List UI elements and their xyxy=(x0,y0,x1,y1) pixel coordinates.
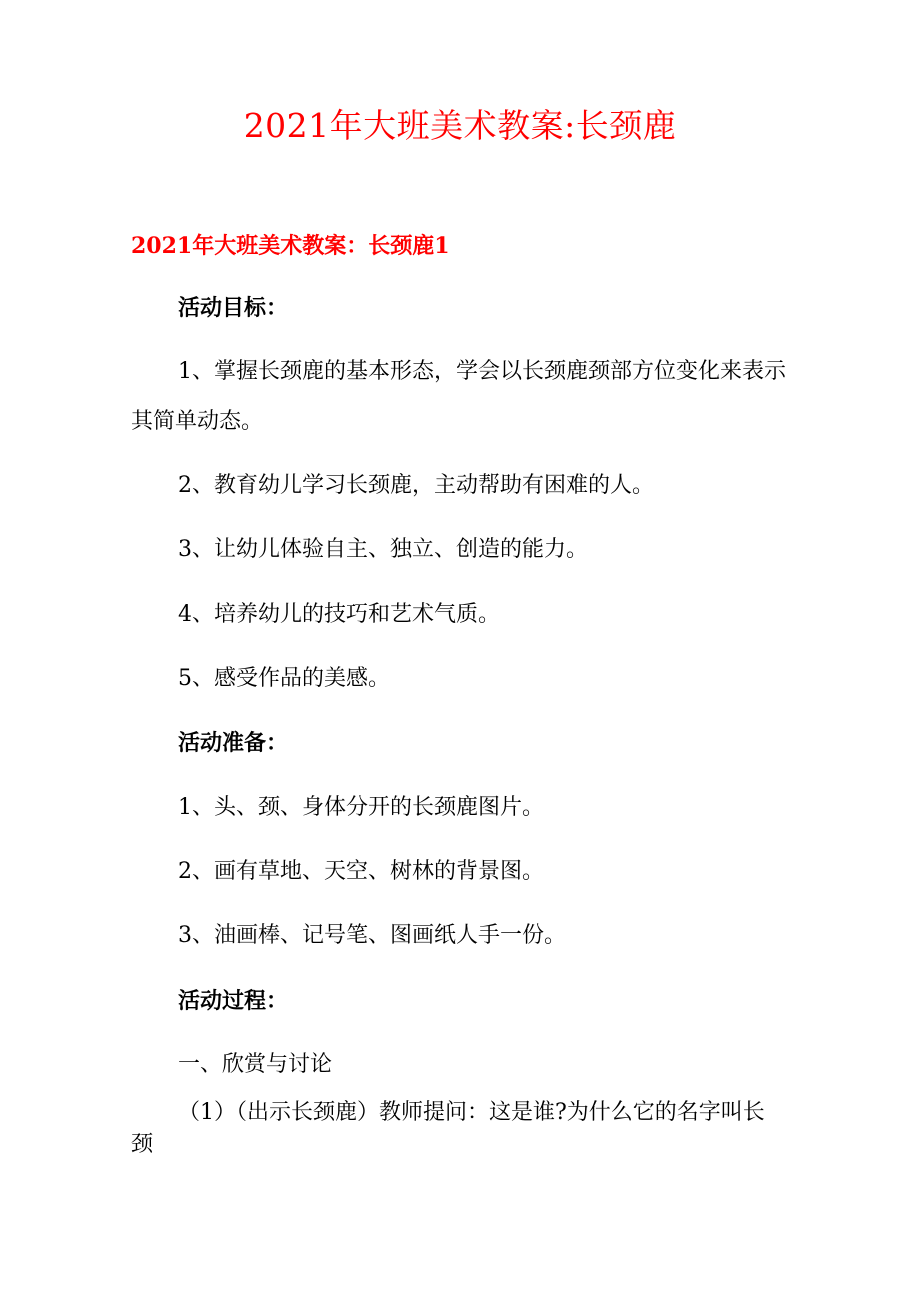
section-heading: 2021年大班美术教案：长颈鹿1 xyxy=(131,233,450,259)
goals-heading: 活动目标： xyxy=(178,295,289,321)
prep-item: 2、画有草地、天空、树林的背景图。 xyxy=(178,859,544,884)
process-item: 一、欣赏与讨论 xyxy=(178,1052,333,1077)
goal-item: 1、掌握长颈鹿的基本形态，学会以长颈鹿颈部方位变化来表示 xyxy=(178,359,786,384)
goal-item-continuation: 其简单动态。 xyxy=(131,409,264,434)
prep-item: 1、头、颈、身体分开的长颈鹿图片。 xyxy=(178,795,544,820)
process-heading: 活动过程： xyxy=(178,988,289,1014)
prep-heading: 活动准备： xyxy=(178,730,289,756)
document-title: 2021年大班美术教案:长颈鹿 xyxy=(243,106,677,145)
process-item: （1）（出示长颈鹿）教师提问：这是谁?为什么它的名字叫长 xyxy=(178,1100,765,1125)
process-item-continuation: 颈 xyxy=(131,1132,154,1157)
goal-item: 5、感受作品的美感。 xyxy=(178,666,390,691)
goal-item: 4、培养幼儿的技巧和艺术气质。 xyxy=(178,602,500,627)
goal-item: 3、让幼儿体验自主、独立、创造的能力。 xyxy=(178,537,588,562)
goal-item: 2、教育幼儿学习长颈鹿，主动帮助有困难的人。 xyxy=(178,473,654,498)
prep-item: 3、油画棒、记号笔、图画纸人手一份。 xyxy=(178,923,566,948)
